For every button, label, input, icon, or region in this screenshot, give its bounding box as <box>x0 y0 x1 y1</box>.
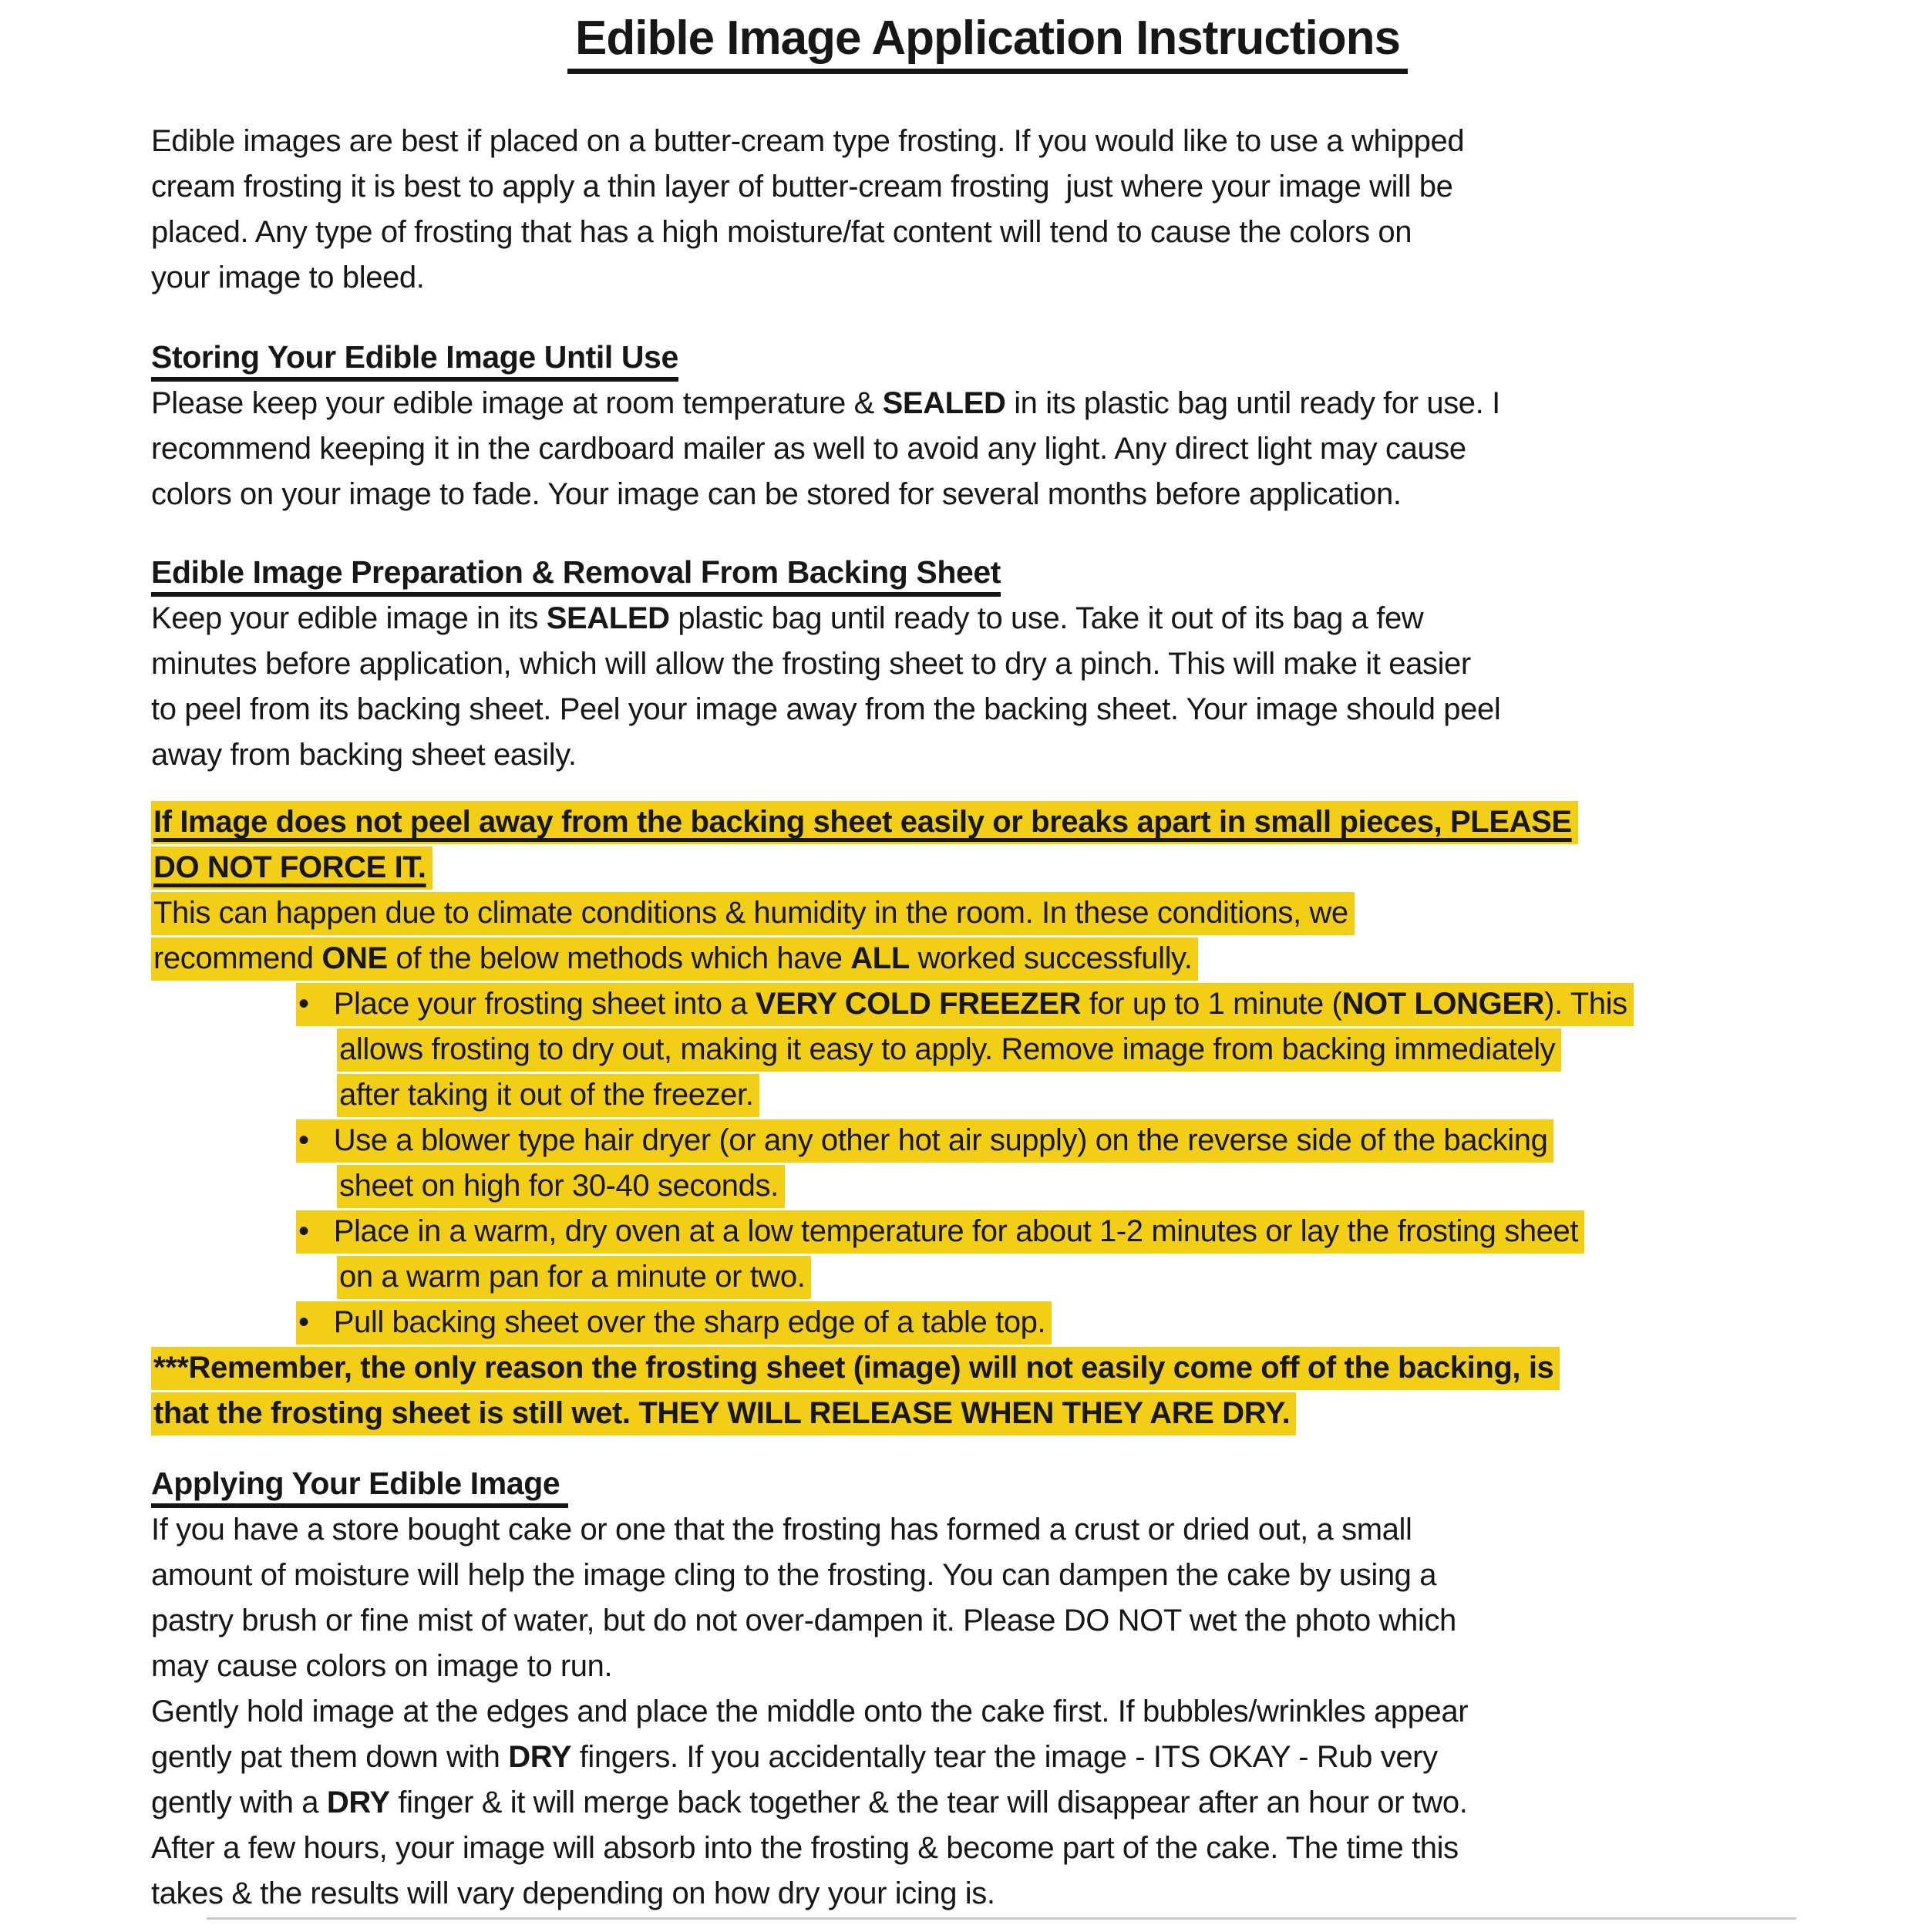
text-segment: placed. Any type of frosting that has a high moisture/fat content will tend to cause the colors on <box>151 215 1412 249</box>
text-line <box>151 1118 1901 1163</box>
text-line <box>151 1735 1901 1780</box>
text-line <box>151 1689 1901 1735</box>
text-segment: allows frosting to dry out, making it easy to apply. Remove image from backing immediately <box>339 1032 1556 1066</box>
text-segment: • Pull backing sheet over the sharp edge of a table top. <box>298 1305 1046 1339</box>
text-segment: worked successfully. <box>909 941 1193 975</box>
text-segment: SEALED <box>546 601 670 635</box>
text-line-content <box>296 1210 1584 1254</box>
text-segment: ALL <box>850 941 910 975</box>
text-line <box>151 1300 1901 1345</box>
text-segment: DO NOT FORCE IT. <box>153 850 426 884</box>
text-line-content <box>151 1392 1296 1436</box>
text-line-content <box>151 1604 1456 1637</box>
text-line <box>151 210 1901 255</box>
text-line <box>151 641 1901 687</box>
text-line-content <box>151 892 1355 935</box>
text-segment: colors on your image to fade. Your image can be stored for several months before application. <box>151 477 1402 511</box>
text-line <box>151 1871 1901 1917</box>
text-segment: VERY COLD FREEZER <box>755 987 1082 1021</box>
text-line-content <box>337 1028 1561 1072</box>
text-segment: NOT LONGER <box>1341 987 1545 1021</box>
text-line-content <box>151 647 1471 681</box>
text-segment: takes & the results will vary depending on how dry your icing is. <box>151 1876 995 1910</box>
text-line <box>151 472 1901 517</box>
section-heading-preparation-text: Edible Image Preparation & Removal From Backing Sheet <box>151 554 1001 597</box>
text-line-content <box>151 1649 612 1683</box>
text-line <box>151 426 1901 472</box>
section-heading-applying <box>151 1459 1901 1507</box>
remember-paragraph <box>151 1345 1901 1436</box>
text-line-content <box>337 1256 811 1299</box>
text-segment: Edible images are best if placed on a butter-cream type frosting. If you would like to use a whipped <box>151 124 1465 158</box>
text-line-content <box>296 1301 1052 1345</box>
text-segment: for up to 1 minute ( <box>1081 987 1342 1021</box>
text-segment: of the below methods which have <box>387 941 851 975</box>
text-segment: gently with a <box>151 1786 327 1819</box>
text-segment: ONE <box>321 941 388 975</box>
text-line <box>151 1826 1901 1871</box>
section-heading-storing <box>151 333 1901 381</box>
text-segment: amount of moisture will help the image cling to the frosting. You can dampen the cake by using a <box>151 1558 1437 1592</box>
text-line <box>151 1553 1901 1598</box>
text-segment: SEALED <box>882 386 1006 420</box>
text-segment: that the frosting sheet is still wet. THEY WILL RELEASE WHEN THEY ARE DRY. <box>153 1396 1291 1430</box>
text-line-content <box>151 1740 1438 1774</box>
text-segment: away from backing sheet easily. <box>151 738 577 772</box>
applying-paragraph-1 <box>151 1507 1901 1689</box>
text-segment: Gently hold image at the edges and place the middle onto the cake first. If bubbles/wrinkles appear <box>151 1695 1469 1728</box>
text-line <box>151 596 1901 641</box>
text-line-content <box>151 386 1500 420</box>
text-line-content <box>151 477 1402 511</box>
text-line-content <box>151 1347 1560 1390</box>
text-line <box>151 1027 1901 1072</box>
text-segment: ). This <box>1544 987 1627 1021</box>
text-segment: Keep your edible image in its <box>151 601 547 635</box>
text-line <box>151 1163 1901 1209</box>
text-line-content <box>151 261 424 295</box>
text-line-content <box>151 847 433 890</box>
text-segment: plastic bag until ready to use. Take it out of its bag a few <box>669 601 1424 635</box>
applying-paragraph-2 <box>151 1689 1901 1917</box>
text-line <box>151 890 1901 936</box>
text-line-content <box>151 432 1466 466</box>
text-line <box>151 687 1901 732</box>
text-segment: pastry brush or fine mist of water, but do not over-dampen it. Please DO NOT wet the photo which <box>151 1604 1456 1637</box>
text-line-content <box>337 1165 785 1208</box>
warning-emphasis-paragraph <box>151 799 1901 890</box>
text-line-content <box>151 601 1423 635</box>
text-line-content <box>151 1513 1412 1547</box>
text-segment: recommend keeping it in the cardboard mailer as well to avoid any light. Any direct light may cause <box>151 432 1466 466</box>
text-segment: • Place your frosting sheet into a <box>298 987 756 1021</box>
text-line <box>151 1209 1901 1254</box>
text-segment: cream frosting it is best to apply a thin layer of butter-cream frosting just where your image will be <box>151 170 1453 204</box>
text-line-content <box>151 124 1464 158</box>
bullet-item-warm-oven <box>151 1209 1901 1300</box>
text-segment: finger & it will merge back together & the tear will disappear after an hour or two. <box>389 1786 1468 1819</box>
text-segment: After a few hours, your image will absorb into the frosting & become part of the cake. The time this <box>151 1831 1459 1865</box>
text-line <box>151 845 1901 890</box>
text-line <box>151 1345 1901 1391</box>
section-heading-storing-text: Storing Your Edible Image Until Use <box>151 338 678 382</box>
text-line <box>151 936 1901 981</box>
text-line <box>151 255 1901 301</box>
text-segment: This can happen due to climate conditions & humidity in the room. In these conditions, we <box>153 896 1348 930</box>
text-segment: gently pat them down with <box>151 1740 509 1774</box>
text-line <box>151 381 1901 426</box>
text-segment: in its plastic bag until ready for use. I <box>1005 386 1500 420</box>
text-line-content <box>151 692 1500 726</box>
text-segment: recommend <box>153 941 322 975</box>
text-line-content <box>337 1074 759 1117</box>
text-segment: may cause colors on image to run. <box>151 1649 613 1683</box>
text-segment: DRY <box>508 1740 571 1774</box>
text-line <box>151 799 1901 845</box>
text-segment: your image to bleed. <box>151 261 425 295</box>
text-segment: minutes before application, which will allow the frosting sheet to dry a pinch. This will make it easier <box>151 647 1471 681</box>
text-segment: fingers. If you accidentally tear the image - ITS OKAY - Rub very <box>571 1740 1438 1774</box>
preparation-paragraph <box>151 596 1901 778</box>
bullet-item-freezer <box>151 981 1901 1118</box>
text-line <box>151 1507 1901 1553</box>
text-segment: to peel from its backing sheet. Peel your image away from the backing sheet. Your image should peel <box>151 692 1501 726</box>
text-line-content <box>151 1558 1436 1592</box>
text-segment: • Place in a warm, dry oven at a low temperature for about 1-2 minutes or lay the frosting sheet <box>298 1214 1579 1248</box>
text-line-content <box>151 1876 995 1910</box>
text-line-content <box>151 170 1452 204</box>
section-heading-preparation <box>151 548 1901 596</box>
text-line-content <box>151 215 1412 249</box>
text-line-content <box>296 1119 1553 1163</box>
text-line-content <box>151 1786 1467 1819</box>
text-line <box>151 1780 1901 1826</box>
text-segment: If you have a store bought cake or one that the frosting has formed a crust or dried out, a small <box>151 1513 1412 1547</box>
text-segment: Please keep your edible image at room temperature & <box>151 386 883 420</box>
text-line <box>151 1254 1901 1300</box>
scan-artifact-line <box>207 1917 1796 1920</box>
text-line <box>151 732 1901 778</box>
text-line <box>151 164 1901 210</box>
text-line <box>151 1598 1901 1644</box>
text-line <box>151 1644 1901 1689</box>
text-segment: sheet on high for 30-40 seconds. <box>339 1169 779 1203</box>
text-segment: ***Remember, the only reason the frosting sheet (image) will not easily come off of the backing, is <box>153 1351 1554 1385</box>
text-line <box>151 1072 1901 1118</box>
text-segment: after taking it out of the freezer. <box>339 1078 754 1112</box>
text-line-content <box>151 738 577 772</box>
text-segment: DRY <box>326 1786 390 1819</box>
text-line-content <box>151 1695 1468 1728</box>
bullet-item-hair-dryer <box>151 1118 1901 1209</box>
text-line <box>151 981 1901 1027</box>
storing-paragraph <box>151 381 1901 517</box>
warning-body-paragraph <box>151 890 1901 981</box>
text-line-content <box>296 983 1634 1026</box>
document-title <box>151 11 1824 74</box>
text-line <box>151 119 1901 164</box>
text-segment: on a warm pan for a minute or two. <box>339 1260 806 1294</box>
text-segment: If Image does not peel away from the backing sheet easily or breaks apart in small pieces, PLEASE <box>153 805 1572 839</box>
text-line-content <box>151 937 1198 981</box>
text-segment: • Use a blower type hair dryer (or any other hot air supply) on the reverse side of the backing <box>298 1123 1548 1157</box>
text-line <box>151 1391 1901 1436</box>
document-title-text: Edible Image Application Instructions <box>567 11 1408 74</box>
text-line-content <box>151 801 1578 844</box>
intro-paragraph <box>151 119 1901 301</box>
bullet-item-table-edge <box>151 1300 1901 1345</box>
section-heading-applying-text: Applying Your Edible Image <box>151 1465 568 1508</box>
text-line-content <box>151 1831 1459 1865</box>
